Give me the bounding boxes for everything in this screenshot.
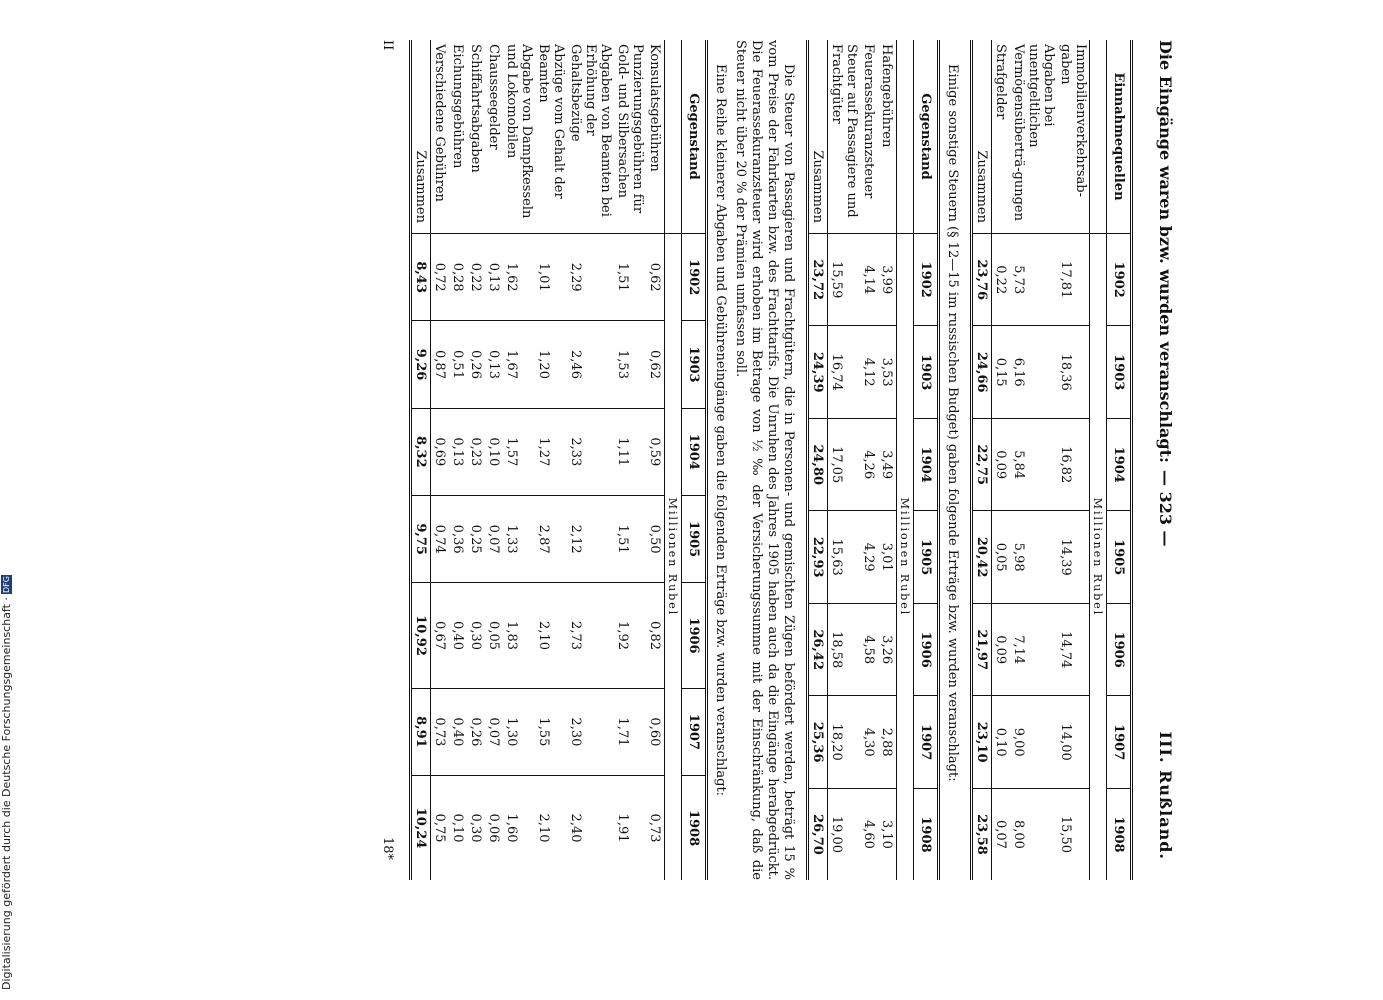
total-value: 25,36 xyxy=(808,696,828,788)
table-eingaenge xyxy=(970,40,1133,880)
cell-value: 2,30 xyxy=(567,688,614,775)
column-header-year: 1907 xyxy=(914,696,939,788)
row-label: Abgabe von Dampfkesseln und Lokomobilen xyxy=(504,44,534,219)
cell-value: 1,20 xyxy=(535,321,567,408)
row-label: Feuerassekuranzsteuer xyxy=(861,44,876,199)
column-header-year: 1906 xyxy=(682,583,707,688)
cell-value: 0,13 xyxy=(485,234,503,321)
cell-value: 15,59 xyxy=(828,234,861,326)
paragraph-1: Einige sonstige Steuern (§ 12—15 im russischen Budget) gaben folgende Erträge bzw. wurden veranschlagt: xyxy=(945,64,960,782)
cell-value: 5,98 xyxy=(1010,511,1057,603)
row-label: Eichungsgebühren xyxy=(450,44,465,169)
cell-value: 0,30 xyxy=(467,583,485,688)
column-header-year: 1908 xyxy=(682,776,707,880)
unit-row xyxy=(1090,40,1107,880)
total-value: 9,75 xyxy=(411,495,431,582)
column-header-year: 1904 xyxy=(682,408,707,495)
cell-value: 1,51 xyxy=(614,495,646,582)
cell-value: 0,13 xyxy=(449,408,467,495)
cell-value: 2,10 xyxy=(535,776,567,880)
table-row xyxy=(449,40,467,880)
cell-value: 2,33 xyxy=(567,408,614,495)
table-row xyxy=(828,40,861,880)
cell-value: 0,05 xyxy=(992,511,1011,603)
row-label: Abgaben von Beamten bei Erhöhung der Gehaltsbezüge xyxy=(568,44,613,217)
cell-value: 0,74 xyxy=(431,495,450,582)
cell-value: 16,82 xyxy=(1057,418,1090,510)
cell-value: 4,26 xyxy=(860,418,878,510)
total-value: 8,43 xyxy=(411,234,431,321)
cell-value: 0,07 xyxy=(992,788,1011,880)
cell-value: 17,81 xyxy=(1057,234,1090,326)
cell-value: 0,62 xyxy=(646,321,665,408)
cell-value: 2,73 xyxy=(567,583,614,688)
cell-value: 3,01 xyxy=(878,511,897,603)
total-value: 23,72 xyxy=(808,234,828,326)
column-header-year: 1908 xyxy=(1107,788,1132,880)
cell-value: 0,82 xyxy=(646,583,665,688)
cell-value: 0,09 xyxy=(992,603,1011,695)
total-value: 24,80 xyxy=(808,418,828,510)
column-header-year: 1902 xyxy=(1107,234,1132,326)
cell-value: 0,50 xyxy=(646,495,665,582)
column-header-label: Gegenstand xyxy=(914,40,939,234)
total-value: 20,42 xyxy=(972,511,992,603)
unit-spacer xyxy=(665,40,682,234)
cell-value: 2,12 xyxy=(567,495,614,582)
cell-value: 1,92 xyxy=(614,583,646,688)
unit-row xyxy=(897,40,914,880)
column-header-year: 1903 xyxy=(682,321,707,408)
table-kleinere-abgaben xyxy=(409,40,708,880)
cell-value: 16,74 xyxy=(828,326,861,418)
column-header-year: 1906 xyxy=(914,603,939,695)
cell-value: 0,67 xyxy=(431,583,450,688)
column-header-year: 1906 xyxy=(1107,603,1132,695)
column-header-year: 1904 xyxy=(1107,418,1132,510)
margin-note: Digitalisierung gefördert durch die Deutsche Forschungsgemeinschaft · DFG xyxy=(0,575,13,990)
cell-value: 1,11 xyxy=(614,408,646,495)
cell-value: 17,05 xyxy=(828,418,861,510)
column-header-year: 1907 xyxy=(682,688,707,775)
cell-value: 2,40 xyxy=(567,776,614,880)
cell-value: 0,07 xyxy=(485,495,503,582)
cell-value: 0,87 xyxy=(431,321,450,408)
cell-value: 0,25 xyxy=(467,495,485,582)
row-label: Konsulatsgebühren xyxy=(647,44,662,172)
page-number: — 323 — xyxy=(1156,470,1175,547)
cell-value: 5,84 xyxy=(1010,418,1057,510)
cell-value: 0,22 xyxy=(467,234,485,321)
cell-value: 14,39 xyxy=(1057,511,1090,603)
cell-value: 0,09 xyxy=(992,418,1011,510)
cell-value: 15,50 xyxy=(1057,788,1090,880)
cell-value: 0,69 xyxy=(431,408,450,495)
cell-value: 0,51 xyxy=(449,321,467,408)
cell-value: 2,10 xyxy=(535,583,567,688)
cell-value: 15,63 xyxy=(828,511,861,603)
sheet-number: 18* xyxy=(380,836,395,860)
column-header-year: 1905 xyxy=(682,495,707,582)
cell-value: 18,36 xyxy=(1057,326,1090,418)
total-label: Zusammen xyxy=(972,40,992,234)
column-header-year: 1907 xyxy=(1107,696,1132,788)
total-row xyxy=(972,40,992,880)
cell-value: 0,40 xyxy=(449,583,467,688)
cell-value: 4,29 xyxy=(860,511,878,603)
unit-label: Millionen Rubel xyxy=(897,234,914,881)
cell-value: 0,15 xyxy=(992,326,1011,418)
unit-spacer xyxy=(897,40,914,234)
total-value: 10,92 xyxy=(411,583,431,688)
cell-value: 1,27 xyxy=(535,408,567,495)
row-label: Verschiedene Gebühren xyxy=(432,44,447,202)
total-value: 26,70 xyxy=(808,788,828,880)
cell-value: 0,73 xyxy=(431,688,450,775)
column-header-year: 1903 xyxy=(1107,326,1132,418)
cell-value: 2,87 xyxy=(535,495,567,582)
cell-value: 0,10 xyxy=(449,776,467,880)
intro-line: Die Eingänge waren bzw. wurden veranschlagt: xyxy=(1156,40,1175,463)
cell-value: 3,10 xyxy=(878,788,897,880)
cell-value: 14,74 xyxy=(1057,603,1090,695)
cell-value: 9,00 xyxy=(1010,696,1057,788)
total-label: Zusammen xyxy=(808,40,828,234)
cell-value: 4,60 xyxy=(860,788,878,880)
total-value: 24,39 xyxy=(808,326,828,418)
cell-value: 0,22 xyxy=(992,234,1011,326)
cell-value: 0,10 xyxy=(992,696,1011,788)
cell-value: 0,23 xyxy=(467,408,485,495)
cell-value: 0,10 xyxy=(485,408,503,495)
cell-value: 0,62 xyxy=(646,234,665,321)
total-value: 8,91 xyxy=(411,688,431,775)
total-row xyxy=(411,40,431,880)
total-value: 21,97 xyxy=(972,603,992,695)
table-row xyxy=(878,40,897,880)
cell-value: 1,60 xyxy=(503,776,535,880)
row-label: Chausseegelder xyxy=(486,44,501,150)
cell-value: 7,14 xyxy=(1010,603,1057,695)
cell-value: 1,57 xyxy=(503,408,535,495)
paragraph-3: Eine Reihe kleinerer Abgaben und Gebühreneingänge gaben die folgenden Erträge bzw. wurden veranschlagt: xyxy=(713,64,728,797)
column-header-year: 1902 xyxy=(682,234,707,321)
cell-value: 18,58 xyxy=(828,603,861,695)
table-row xyxy=(503,40,535,880)
cell-value: 1,62 xyxy=(503,234,535,321)
cell-value: 3,49 xyxy=(878,418,897,510)
cell-value: 0,60 xyxy=(646,688,665,775)
table-row xyxy=(485,40,503,880)
cell-value: 0,06 xyxy=(485,776,503,880)
total-value: 8,32 xyxy=(411,408,431,495)
table-row xyxy=(467,40,485,880)
cell-value: 1,01 xyxy=(535,234,567,321)
total-row xyxy=(808,40,828,880)
unit-row xyxy=(665,40,682,880)
cell-value: 1,83 xyxy=(503,583,535,688)
row-label: Abzüge vom Gehalt der Beamten xyxy=(536,44,566,199)
table-row xyxy=(614,40,646,880)
cell-value: 0,28 xyxy=(449,234,467,321)
row-label: Steuer auf Passagiere und Frachtgüter xyxy=(829,44,859,218)
cell-value: 19,00 xyxy=(828,788,861,880)
paragraph-2: Die Steuer von Passagieren und Frachtgütern, die in Personen- und gemischten Zügen befördert werden, beträgt 15 % vom Preise der Fahrkarten bzw. des Frachttarifs. Die Unruhen des Jahres 1905 haben auch da die Eingänge herabgedrückt. Die Feuerassekuranzsteuer wird erhoben im Betrage von ½ ‰ der Versicherungssumme mit der Einschränkung, daß die Steuer nicht über 20 % der Prämien umfassen soll. xyxy=(733,40,796,880)
cell-value: 2,46 xyxy=(567,321,614,408)
row-label: Hafengebühren xyxy=(879,44,894,148)
total-label: Zusammen xyxy=(411,40,431,234)
section-title: III. Rußland. xyxy=(1156,731,1175,860)
cell-value: 5,73 xyxy=(1010,234,1057,326)
cell-value: 6,16 xyxy=(1010,326,1057,418)
cell-value: 8,00 xyxy=(1010,788,1057,880)
total-value: 23,10 xyxy=(972,696,992,788)
total-value: 22,75 xyxy=(972,418,992,510)
cell-value: 3,26 xyxy=(878,603,897,695)
cell-value: 1,55 xyxy=(535,688,567,775)
total-value: 10,24 xyxy=(411,776,431,880)
total-value: 23,76 xyxy=(972,234,992,326)
cell-value: 3,53 xyxy=(878,326,897,418)
column-header-year: 1904 xyxy=(914,418,939,510)
cell-value: 0,72 xyxy=(431,234,450,321)
row-label: Abgaben bei unentgeltlichen Vermögensüberträ-gungen xyxy=(1011,44,1056,221)
total-value: 22,93 xyxy=(808,511,828,603)
page-footer xyxy=(375,40,399,880)
cell-value: 1,91 xyxy=(614,776,646,880)
column-header-year: 1905 xyxy=(1107,511,1132,603)
cell-value: 14,00 xyxy=(1057,696,1090,788)
total-value: 23,58 xyxy=(972,788,992,880)
row-label: Immobilienverkehrsab-gaben xyxy=(1058,44,1088,198)
table-row xyxy=(992,40,1011,880)
cell-value: 2,29 xyxy=(567,234,614,321)
unit-label: Millionen Rubel xyxy=(665,234,682,881)
table-row xyxy=(1057,40,1090,880)
cell-value: 4,14 xyxy=(860,234,878,326)
table-sonstige-steuern xyxy=(806,40,940,880)
table-row xyxy=(567,40,614,880)
page-header xyxy=(1137,40,1183,880)
cell-value: 0,40 xyxy=(449,688,467,775)
table-row xyxy=(1010,40,1057,880)
cell-value: 1,30 xyxy=(503,688,535,775)
cell-value: 0,59 xyxy=(646,408,665,495)
cell-value: 3,99 xyxy=(878,234,897,326)
cell-value: 4,12 xyxy=(860,326,878,418)
cell-value: 4,58 xyxy=(860,603,878,695)
cell-value: 0,26 xyxy=(467,321,485,408)
margin-note-text: Digitalisierung gefördert durch die Deutsche Forschungsgemeinschaft xyxy=(0,604,13,990)
column-header-year: 1903 xyxy=(914,326,939,418)
cell-value: 1,67 xyxy=(503,321,535,408)
table-row xyxy=(535,40,567,880)
row-label: Punzierungsgebühren für Gold- und Silbersachen xyxy=(615,44,645,214)
table-row xyxy=(646,40,665,880)
cell-value: 1,51 xyxy=(614,234,646,321)
row-label: Strafgelder xyxy=(993,44,1008,120)
cell-value: 1,33 xyxy=(503,495,535,582)
cell-value: 0,05 xyxy=(485,583,503,688)
cell-value: 0,30 xyxy=(467,776,485,880)
signature-mark: II xyxy=(380,40,395,51)
dfg-logo: DFG xyxy=(2,575,11,593)
cell-value: 18,20 xyxy=(828,696,861,788)
column-header-year: 1905 xyxy=(914,511,939,603)
cell-value: 0,07 xyxy=(485,688,503,775)
cell-value: 4,30 xyxy=(860,696,878,788)
column-header-label: Gegenstand xyxy=(682,40,707,234)
total-value: 26,42 xyxy=(808,603,828,695)
cell-value: 0,75 xyxy=(431,776,450,880)
column-header-year: 1908 xyxy=(914,788,939,880)
cell-value: 0,26 xyxy=(467,688,485,775)
unit-spacer xyxy=(1090,40,1107,234)
cell-value: 1,71 xyxy=(614,688,646,775)
cell-value: 0,13 xyxy=(485,321,503,408)
document-page xyxy=(375,40,1183,880)
unit-label: Millionen Rubel xyxy=(1090,234,1107,881)
table-row xyxy=(860,40,878,880)
table-row xyxy=(431,40,450,880)
column-header-label: Einnahmequellen xyxy=(1107,40,1132,234)
row-label: Schiffahrtsabgaben xyxy=(468,44,483,173)
cell-value: 2,88 xyxy=(878,696,897,788)
total-value: 24,66 xyxy=(972,326,992,418)
cell-value: 0,36 xyxy=(449,495,467,582)
column-header-year: 1902 xyxy=(914,234,939,326)
cell-value: 1,53 xyxy=(614,321,646,408)
total-value: 9,26 xyxy=(411,321,431,408)
cell-value: 0,73 xyxy=(646,776,665,880)
